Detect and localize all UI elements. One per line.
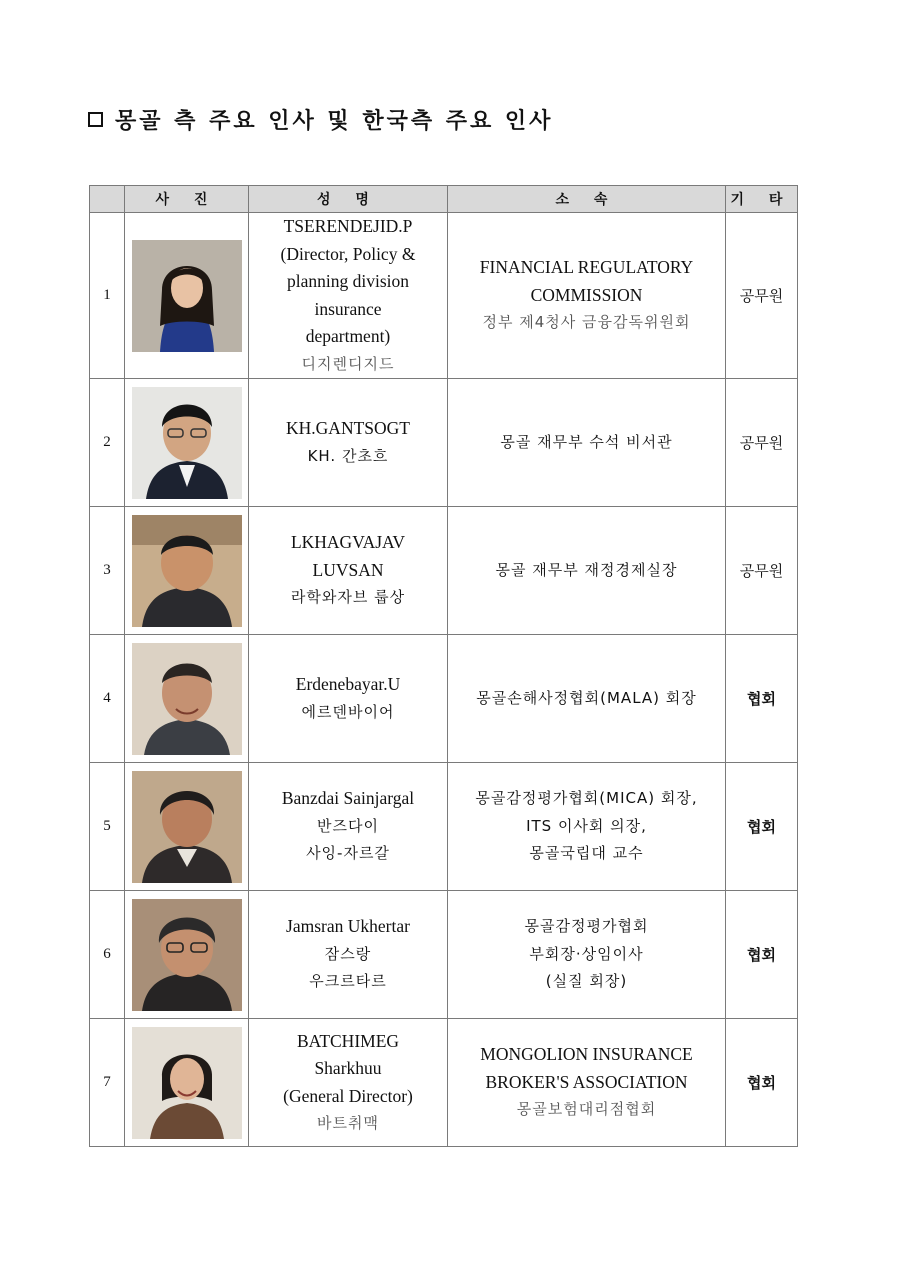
name-cell — [249, 1019, 448, 1147]
name-line: LUVSAN — [312, 559, 384, 580]
name-cell — [249, 507, 448, 635]
table-row — [90, 891, 798, 1019]
affiliation-cell — [448, 507, 726, 635]
row-number: 5 — [90, 763, 125, 891]
person-portrait-icon — [132, 515, 242, 627]
person-portrait-icon — [132, 899, 242, 1011]
affiliation-korean: 몽골손해사정협회(MALA) 회장 — [476, 688, 697, 707]
affiliation-cell — [448, 379, 726, 507]
name-line: Sharkhuu — [314, 1058, 382, 1078]
name-korean: 디지렌디지드 — [301, 354, 395, 373]
person-portrait-icon — [132, 240, 242, 352]
header-affiliation: 소 속 — [448, 186, 726, 213]
header-name: 성 명 — [249, 186, 448, 213]
name-line: planning division — [286, 271, 409, 291]
name-cell — [249, 379, 448, 507]
name-cell — [249, 213, 448, 379]
other-cell: 협회 — [726, 891, 798, 1019]
name-line: (Director, Policy & — [280, 243, 416, 264]
name-line: Jamsran Ukhertar — [286, 916, 410, 937]
other-cell: 협회 — [726, 763, 798, 891]
table-row — [90, 379, 798, 507]
name-korean: 에르덴바이어 — [301, 702, 395, 721]
affiliation-korean: (실질 회장) — [545, 972, 628, 991]
table-row — [90, 213, 798, 379]
affiliation-cell — [448, 891, 726, 1019]
header-photo: 사 진 — [125, 186, 249, 213]
person-portrait-icon — [132, 1027, 242, 1139]
name-line: Banzdai Sainjargal — [281, 788, 415, 809]
affiliation-korean: 몽골국립대 교수 — [529, 844, 644, 863]
name-cell — [249, 891, 448, 1019]
name-korean: 라학와자브 룹상 — [290, 588, 406, 607]
affiliation-cell — [448, 213, 726, 379]
name-korean: 바트취맥 — [317, 1114, 379, 1132]
name-korean: 잠스랑 — [324, 944, 372, 963]
affiliation-korean: 정부 제4청사 금융감독위원회 — [482, 313, 691, 332]
name-line: (General Director) — [283, 1085, 413, 1106]
name-line: department) — [305, 326, 391, 346]
affiliation-korean: 몽골 재무부 재정경제실장 — [495, 560, 678, 579]
affiliation-line: BROKER'S ASSOCIATION — [485, 1071, 688, 1092]
name-korean: 반즈다이 — [317, 816, 379, 835]
name-line: TSERENDEJID.P — [283, 216, 413, 236]
person-portrait-icon — [132, 643, 242, 755]
table-row — [90, 635, 798, 763]
other-cell: 협회 — [726, 1019, 798, 1147]
affiliation-cell — [448, 635, 726, 763]
page-title — [88, 104, 553, 135]
name-line: BATCHIMEG — [296, 1030, 400, 1051]
affiliation-line: FINANCIAL REGULATORY — [479, 257, 694, 278]
name-cell — [249, 763, 448, 891]
affiliation-korean: 몽골보험대리점협회 — [516, 1100, 657, 1119]
name-line: Erdenebayar.U — [295, 674, 401, 694]
name-korean: 우크르타르 — [309, 972, 387, 991]
row-number: 4 — [90, 635, 125, 763]
row-number: 3 — [90, 507, 125, 635]
other-cell: 협회 — [726, 635, 798, 763]
affiliation-korean: 몽골 재무부 수석 비서관 — [500, 432, 673, 451]
affiliation-cell — [448, 1019, 726, 1147]
table-row — [90, 763, 798, 891]
person-portrait-icon — [132, 387, 242, 499]
table-row — [90, 1019, 798, 1147]
affiliation-line: MONGOLION INSURANCE — [480, 1044, 693, 1065]
name-line: LKHAGVAJAV — [290, 532, 406, 553]
affiliation-korean: 몽골감정평가협회(MICA) 회장, — [475, 789, 698, 808]
table-header-row — [90, 186, 798, 213]
name-line: KH.GANTSOGT — [286, 418, 410, 438]
affiliation-line: COMMISSION — [530, 284, 643, 305]
name-korean: KH. 간초흐 — [307, 446, 389, 465]
other-cell: 공무원 — [726, 213, 798, 379]
row-number: 1 — [90, 213, 125, 379]
row-number: 6 — [90, 891, 125, 1019]
header-other: 기 타 — [726, 186, 798, 213]
row-number: 7 — [90, 1019, 125, 1147]
table-row — [90, 507, 798, 635]
other-cell: 공무원 — [726, 379, 798, 507]
page-title-text: 몽골 측 주요 인사 및 한국측 주요 인사 — [115, 108, 554, 134]
affiliation-korean: 부회장·상임이사 — [529, 944, 644, 963]
affiliation-korean: 몽골감정평가협회 — [524, 917, 649, 936]
other-cell: 공무원 — [726, 507, 798, 635]
person-portrait-icon — [132, 771, 242, 883]
personnel-table — [89, 185, 798, 1147]
name-cell — [249, 635, 448, 763]
name-korean: 사잉-자르갈 — [306, 844, 390, 863]
affiliation-korean: ITS 이사회 의장, — [526, 816, 647, 835]
row-number: 2 — [90, 379, 125, 507]
name-line: insurance — [314, 298, 382, 319]
header-number — [90, 186, 125, 213]
checkbox-square-icon — [88, 112, 103, 127]
affiliation-cell — [448, 763, 726, 891]
